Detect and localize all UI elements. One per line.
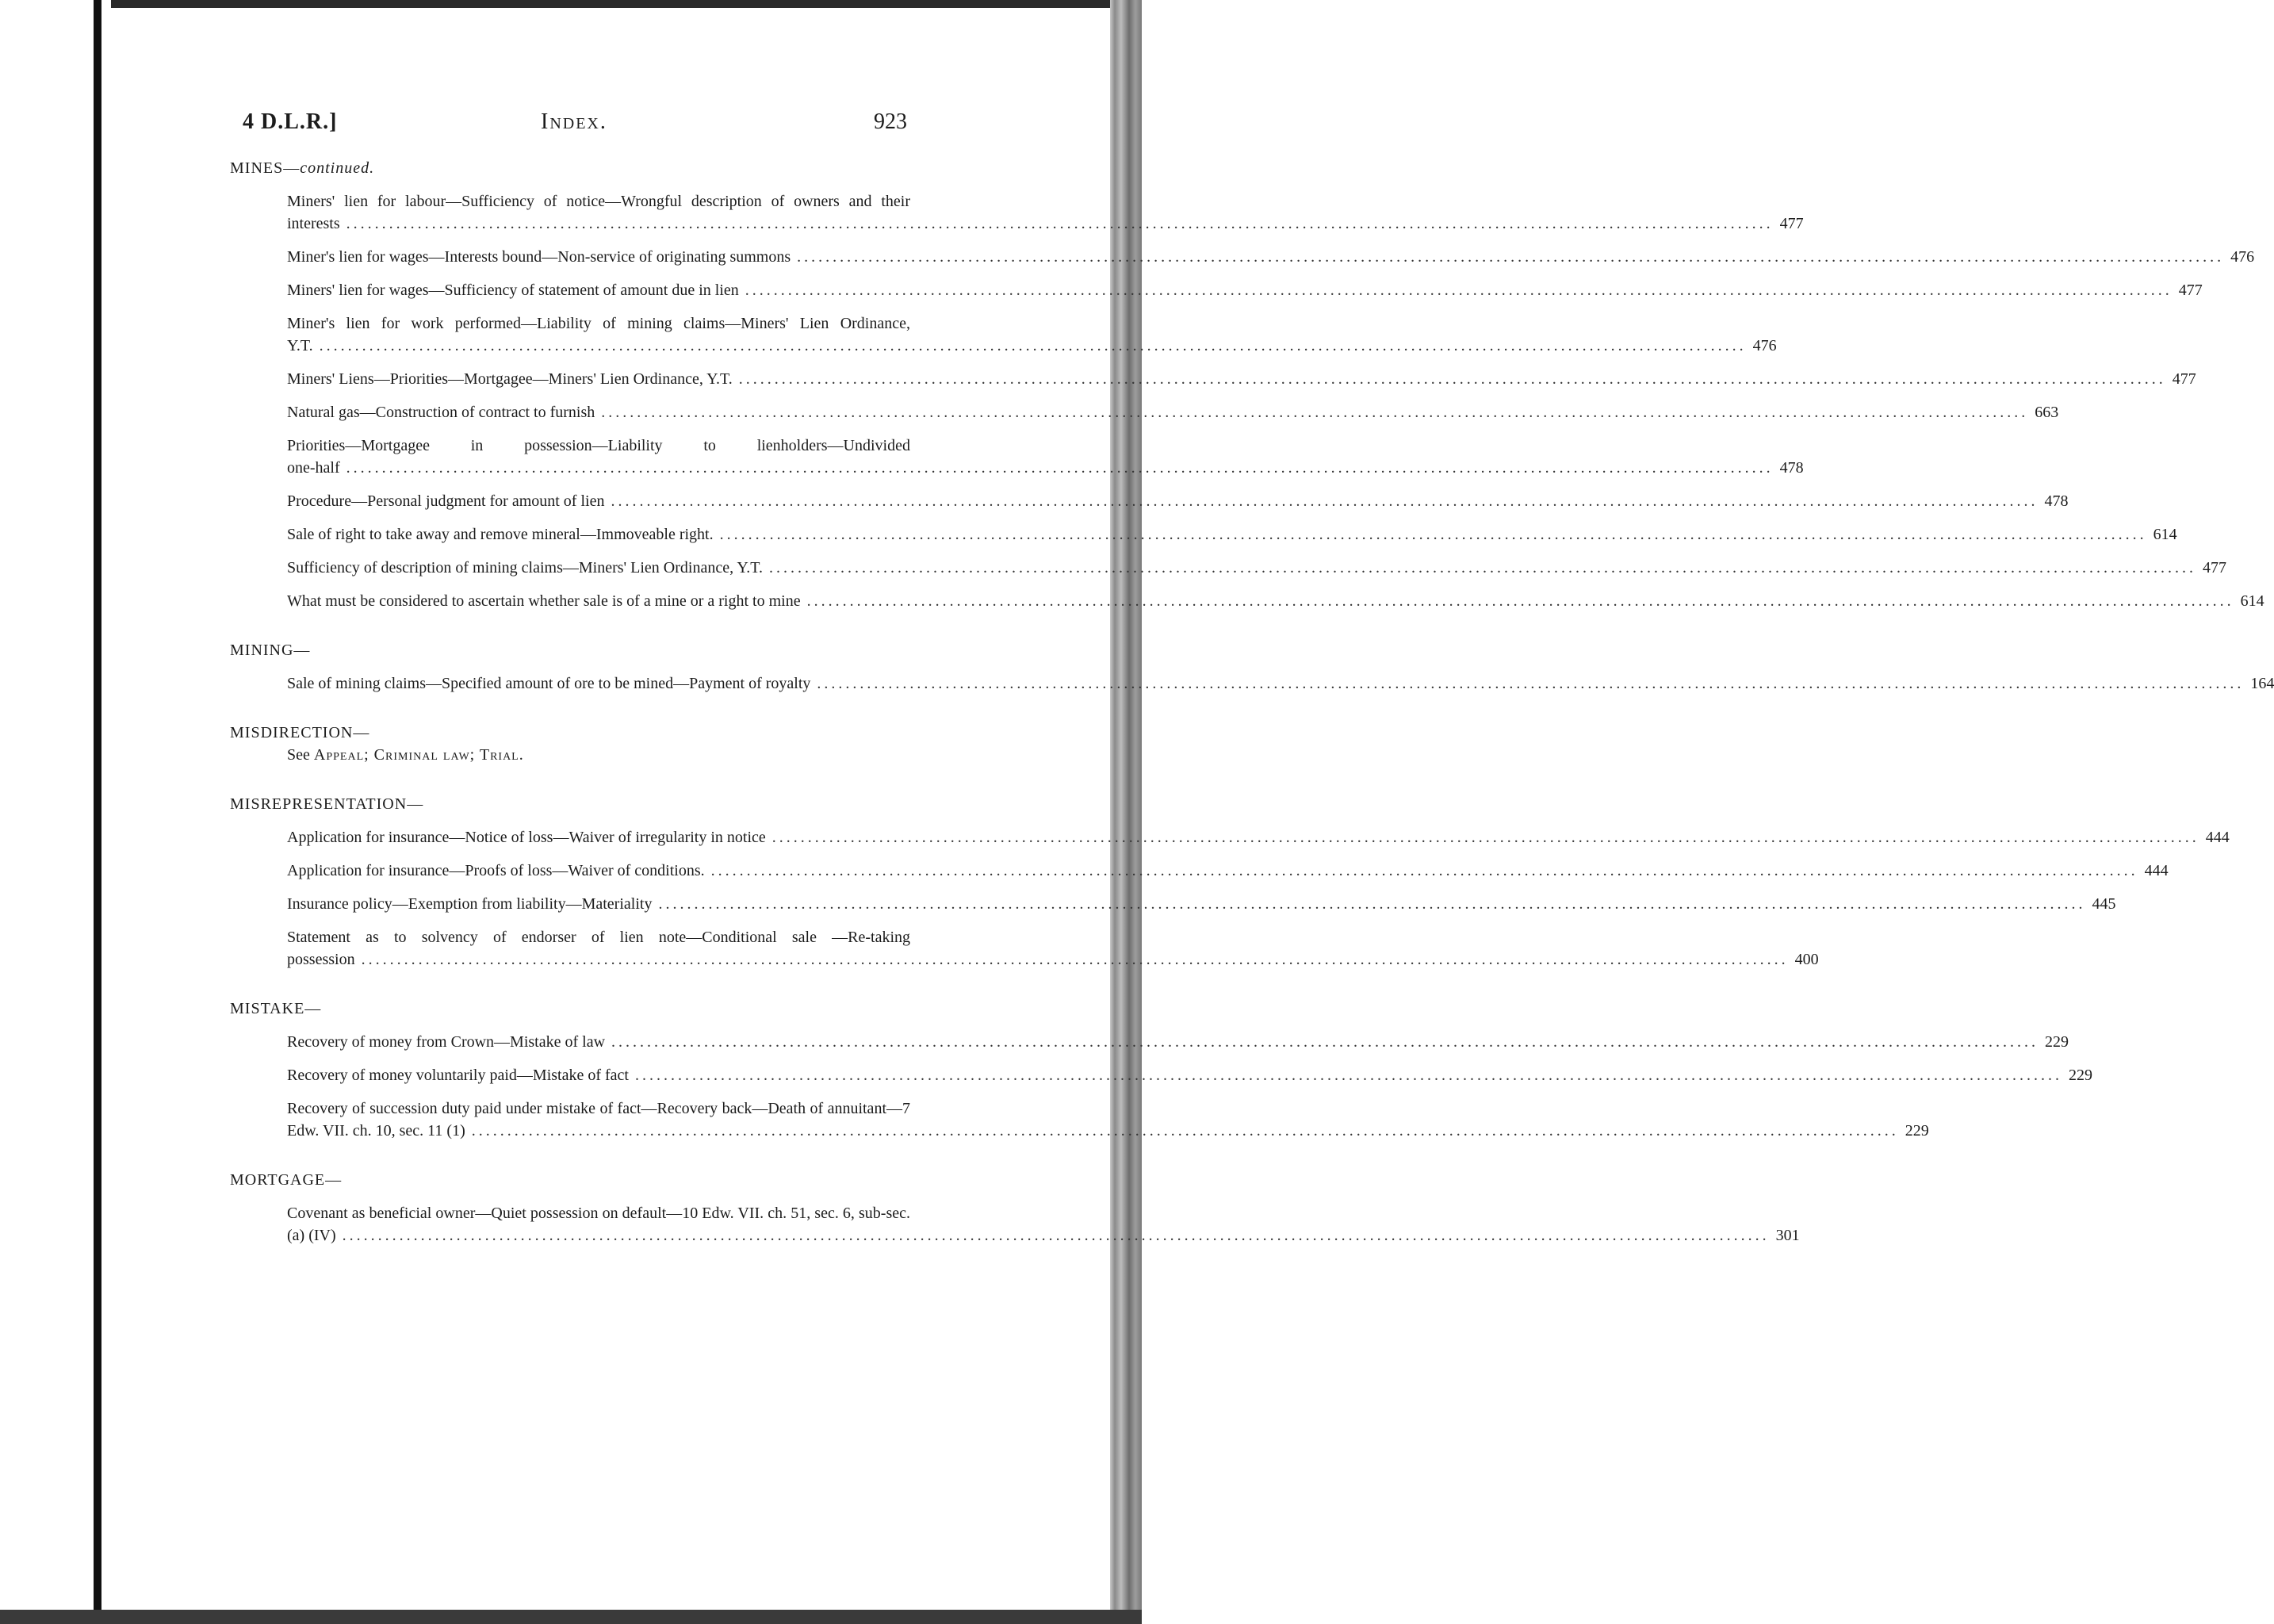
index-entry <box>287 523 2177 546</box>
entry-page-number: 229 <box>2069 1067 2092 1084</box>
entry-page-number: 229 <box>2045 1033 2069 1051</box>
index-entry <box>287 190 1804 235</box>
entry-text-lead: Statement as to solvency of endorser of lien note—Conditional sale —Re-taking <box>287 929 910 946</box>
index-entry <box>287 893 2116 915</box>
leader-dots: ........................................................................................................................................................................................................ <box>806 592 2234 610</box>
index-entry <box>287 312 1777 357</box>
leader-dots: ........................................................................................................................................................................................................ <box>346 459 1774 477</box>
entry-list <box>230 672 2274 695</box>
entry-page-number: 614 <box>2240 592 2264 610</box>
index-section-mistake <box>230 998 2092 1142</box>
index-entry <box>287 926 1819 971</box>
leader-dots: ........................................................................................................................................................................................................ <box>745 282 2173 299</box>
page-number: 923 <box>874 109 907 134</box>
leader-dots: ........................................................................................................................................................................................................ <box>797 248 2225 266</box>
entry-page-number: 477 <box>2202 559 2226 576</box>
leader-dots: ........................................................................................................................................................................................................ <box>771 829 2199 846</box>
section-heading: MORTGAGE— <box>230 1171 343 1189</box>
index-section-mining <box>230 639 2274 695</box>
entry-text-lead: Miners' lien for labour—Sufficiency of notice—Wrongful description of owners and their <box>287 193 910 210</box>
entry-page-number: 444 <box>2205 829 2230 846</box>
leader-dots: ........................................................................................................................................................................................................ <box>471 1122 1899 1139</box>
entry-text: possession <box>287 951 355 968</box>
leader-dots: ........................................................................................................................................................................................................ <box>601 404 2029 421</box>
entry-text: Sale of right to take away and remove mineral—Immoveable right. <box>287 526 714 543</box>
index-section-mines <box>230 157 2264 612</box>
index-entry <box>287 826 2230 848</box>
see-also-reference <box>287 744 918 766</box>
index-entry <box>287 557 2226 579</box>
volume-label: 4 D.L.R.] <box>243 109 338 134</box>
index-entry <box>287 1031 2069 1053</box>
leader-dots: ........................................................................................................................................................................................................ <box>611 492 2039 510</box>
entry-page-number: 477 <box>2172 370 2196 388</box>
index-entry <box>287 368 2196 390</box>
entry-text: Recovery of money voluntarily paid—Mistake of fact <box>287 1067 629 1084</box>
entry-text: What must be considered to ascertain whether sale is of a mine or a right to mine <box>287 592 801 610</box>
entry-page-number: 444 <box>2144 862 2169 879</box>
continued-label: continued. <box>300 159 375 177</box>
entry-page-number: 164 <box>2250 675 2274 692</box>
entry-page-number: 614 <box>2153 526 2177 543</box>
binding-shadow-line <box>94 0 101 1624</box>
entry-text: one-half <box>287 459 340 477</box>
index-entry <box>287 435 1804 479</box>
entry-text-lead: Miner's lien for work performed—Liability of mining claims—Miners' Lien Ordinance, <box>287 315 910 332</box>
leader-dots: ........................................................................................................................................................................................................ <box>342 1227 1770 1244</box>
index-entry <box>287 1097 1929 1142</box>
entry-page-number: 478 <box>2044 492 2069 510</box>
entry-text: Miners' lien for wages—Sufficiency of statement of amount due in lien <box>287 282 739 299</box>
entry-text-lead: Priorities—Mortgagee in possession—Liability to lienholders—Undivided <box>287 437 910 454</box>
see-prefix: See <box>287 746 310 764</box>
page-title: Index. <box>541 109 607 134</box>
leader-dots: ........................................................................................................................................................................................................ <box>635 1067 2062 1084</box>
leader-dots: ........................................................................................................................................................................................................ <box>817 675 2245 692</box>
index-page <box>230 109 2274 1247</box>
leader-dots: ........................................................................................................................................................................................................ <box>346 215 1774 232</box>
see-refs: Appeal; Criminal law; Trial. <box>313 746 524 764</box>
entry-text: Application for insurance—Notice of loss—Waiver of irregularity in notice <box>287 829 766 846</box>
leader-dots: ........................................................................................................................................................................................................ <box>611 1033 2039 1051</box>
entry-text: Sale of mining claims—Specified amount of ore to be mined—Payment of royalty <box>287 675 811 692</box>
entry-text: Recovery of money from Crown—Mistake of law <box>287 1033 606 1051</box>
entry-page-number: 477 <box>2178 282 2203 299</box>
index-section-mortgage <box>230 1169 1800 1247</box>
leader-dots: ........................................................................................................................................................................................................ <box>768 559 2196 576</box>
entry-text: interests <box>287 215 340 232</box>
scan-bottom-edge <box>0 1610 1142 1624</box>
entry-page-number: 445 <box>2092 895 2116 913</box>
index-section-misrepresentation <box>230 793 2230 971</box>
section-heading: MISREPRESENTATION— <box>230 795 424 813</box>
entry-text: Procedure—Personal judgment for amount of lien <box>287 492 605 510</box>
entry-page-number: 663 <box>2035 404 2059 421</box>
section-heading: MINES—continued. <box>230 159 375 177</box>
leader-dots: ........................................................................................................................................................................................................ <box>319 337 1747 354</box>
index-entry <box>287 1064 2092 1086</box>
entry-list <box>230 1031 2092 1142</box>
entry-text: Edw. VII. ch. 10, sec. 11 (1) <box>287 1122 465 1139</box>
leader-dots: ........................................................................................................................................................................................................ <box>738 370 2166 388</box>
index-section-misdirection <box>230 722 918 766</box>
index-entry <box>287 860 2169 882</box>
entry-page-number: 301 <box>1775 1227 1800 1244</box>
entry-text: Miner's lien for wages—Interests bound—Non-service of originating summons <box>287 248 791 266</box>
leader-dots: ........................................................................................................................................................................................................ <box>719 526 2147 543</box>
entry-page-number: 229 <box>1905 1122 1929 1139</box>
entry-text: Application for insurance—Proofs of loss—Waiver of conditions. <box>287 862 705 879</box>
entry-text: (a) (IV) <box>287 1227 336 1244</box>
index-entry <box>287 1202 1800 1247</box>
entry-text: Y.T. <box>287 337 313 354</box>
book-edge-pages <box>1110 0 1142 1624</box>
entry-text: Sufficiency of description of mining claims—Miners' Lien Ordinance, Y.T. <box>287 559 763 576</box>
entry-list <box>230 1202 1800 1247</box>
entry-page-number: 478 <box>1779 459 1804 477</box>
section-heading: MISTAKE— <box>230 1000 322 1017</box>
section-heading: MISDIRECTION— <box>230 724 370 741</box>
entry-page-number: 476 <box>1752 337 1777 354</box>
entry-text: Miners' Liens—Priorities—Mortgagee—Miners' Lien Ordinance, Y.T. <box>287 370 733 388</box>
entry-text-lead: Covenant as beneficial owner—Quiet possession on default—10 Edw. VII. ch. 51, sec. 6, sub-sec. <box>287 1205 910 1222</box>
entry-text-lead: Recovery of succession duty paid under mistake of fact—Recovery back—Death of annuitant—7 <box>287 1100 910 1117</box>
index-entry <box>287 401 2059 423</box>
entry-page-number: 400 <box>1794 951 1819 968</box>
index-entry <box>287 672 2274 695</box>
index-entry <box>287 590 2264 612</box>
index-entry <box>287 246 2255 268</box>
leader-dots: ........................................................................................................................................................................................................ <box>658 895 2086 913</box>
leader-dots: ........................................................................................................................................................................................................ <box>710 862 2138 879</box>
index-entry <box>287 490 2069 512</box>
section-heading: MINING— <box>230 642 311 659</box>
index-entry <box>287 279 2203 301</box>
scan-top-edge <box>0 0 1142 8</box>
entry-page-number: 477 <box>1779 215 1804 232</box>
leader-dots: ........................................................................................................................................................................................................ <box>361 951 1789 968</box>
entry-text: Insurance policy—Exemption from liability—Materiality <box>287 895 653 913</box>
running-header <box>230 109 918 149</box>
entry-text: Natural gas—Construction of contract to furnish <box>287 404 595 421</box>
entry-page-number: 476 <box>2230 248 2255 266</box>
entry-list <box>230 826 2230 971</box>
entry-list <box>230 190 2264 612</box>
